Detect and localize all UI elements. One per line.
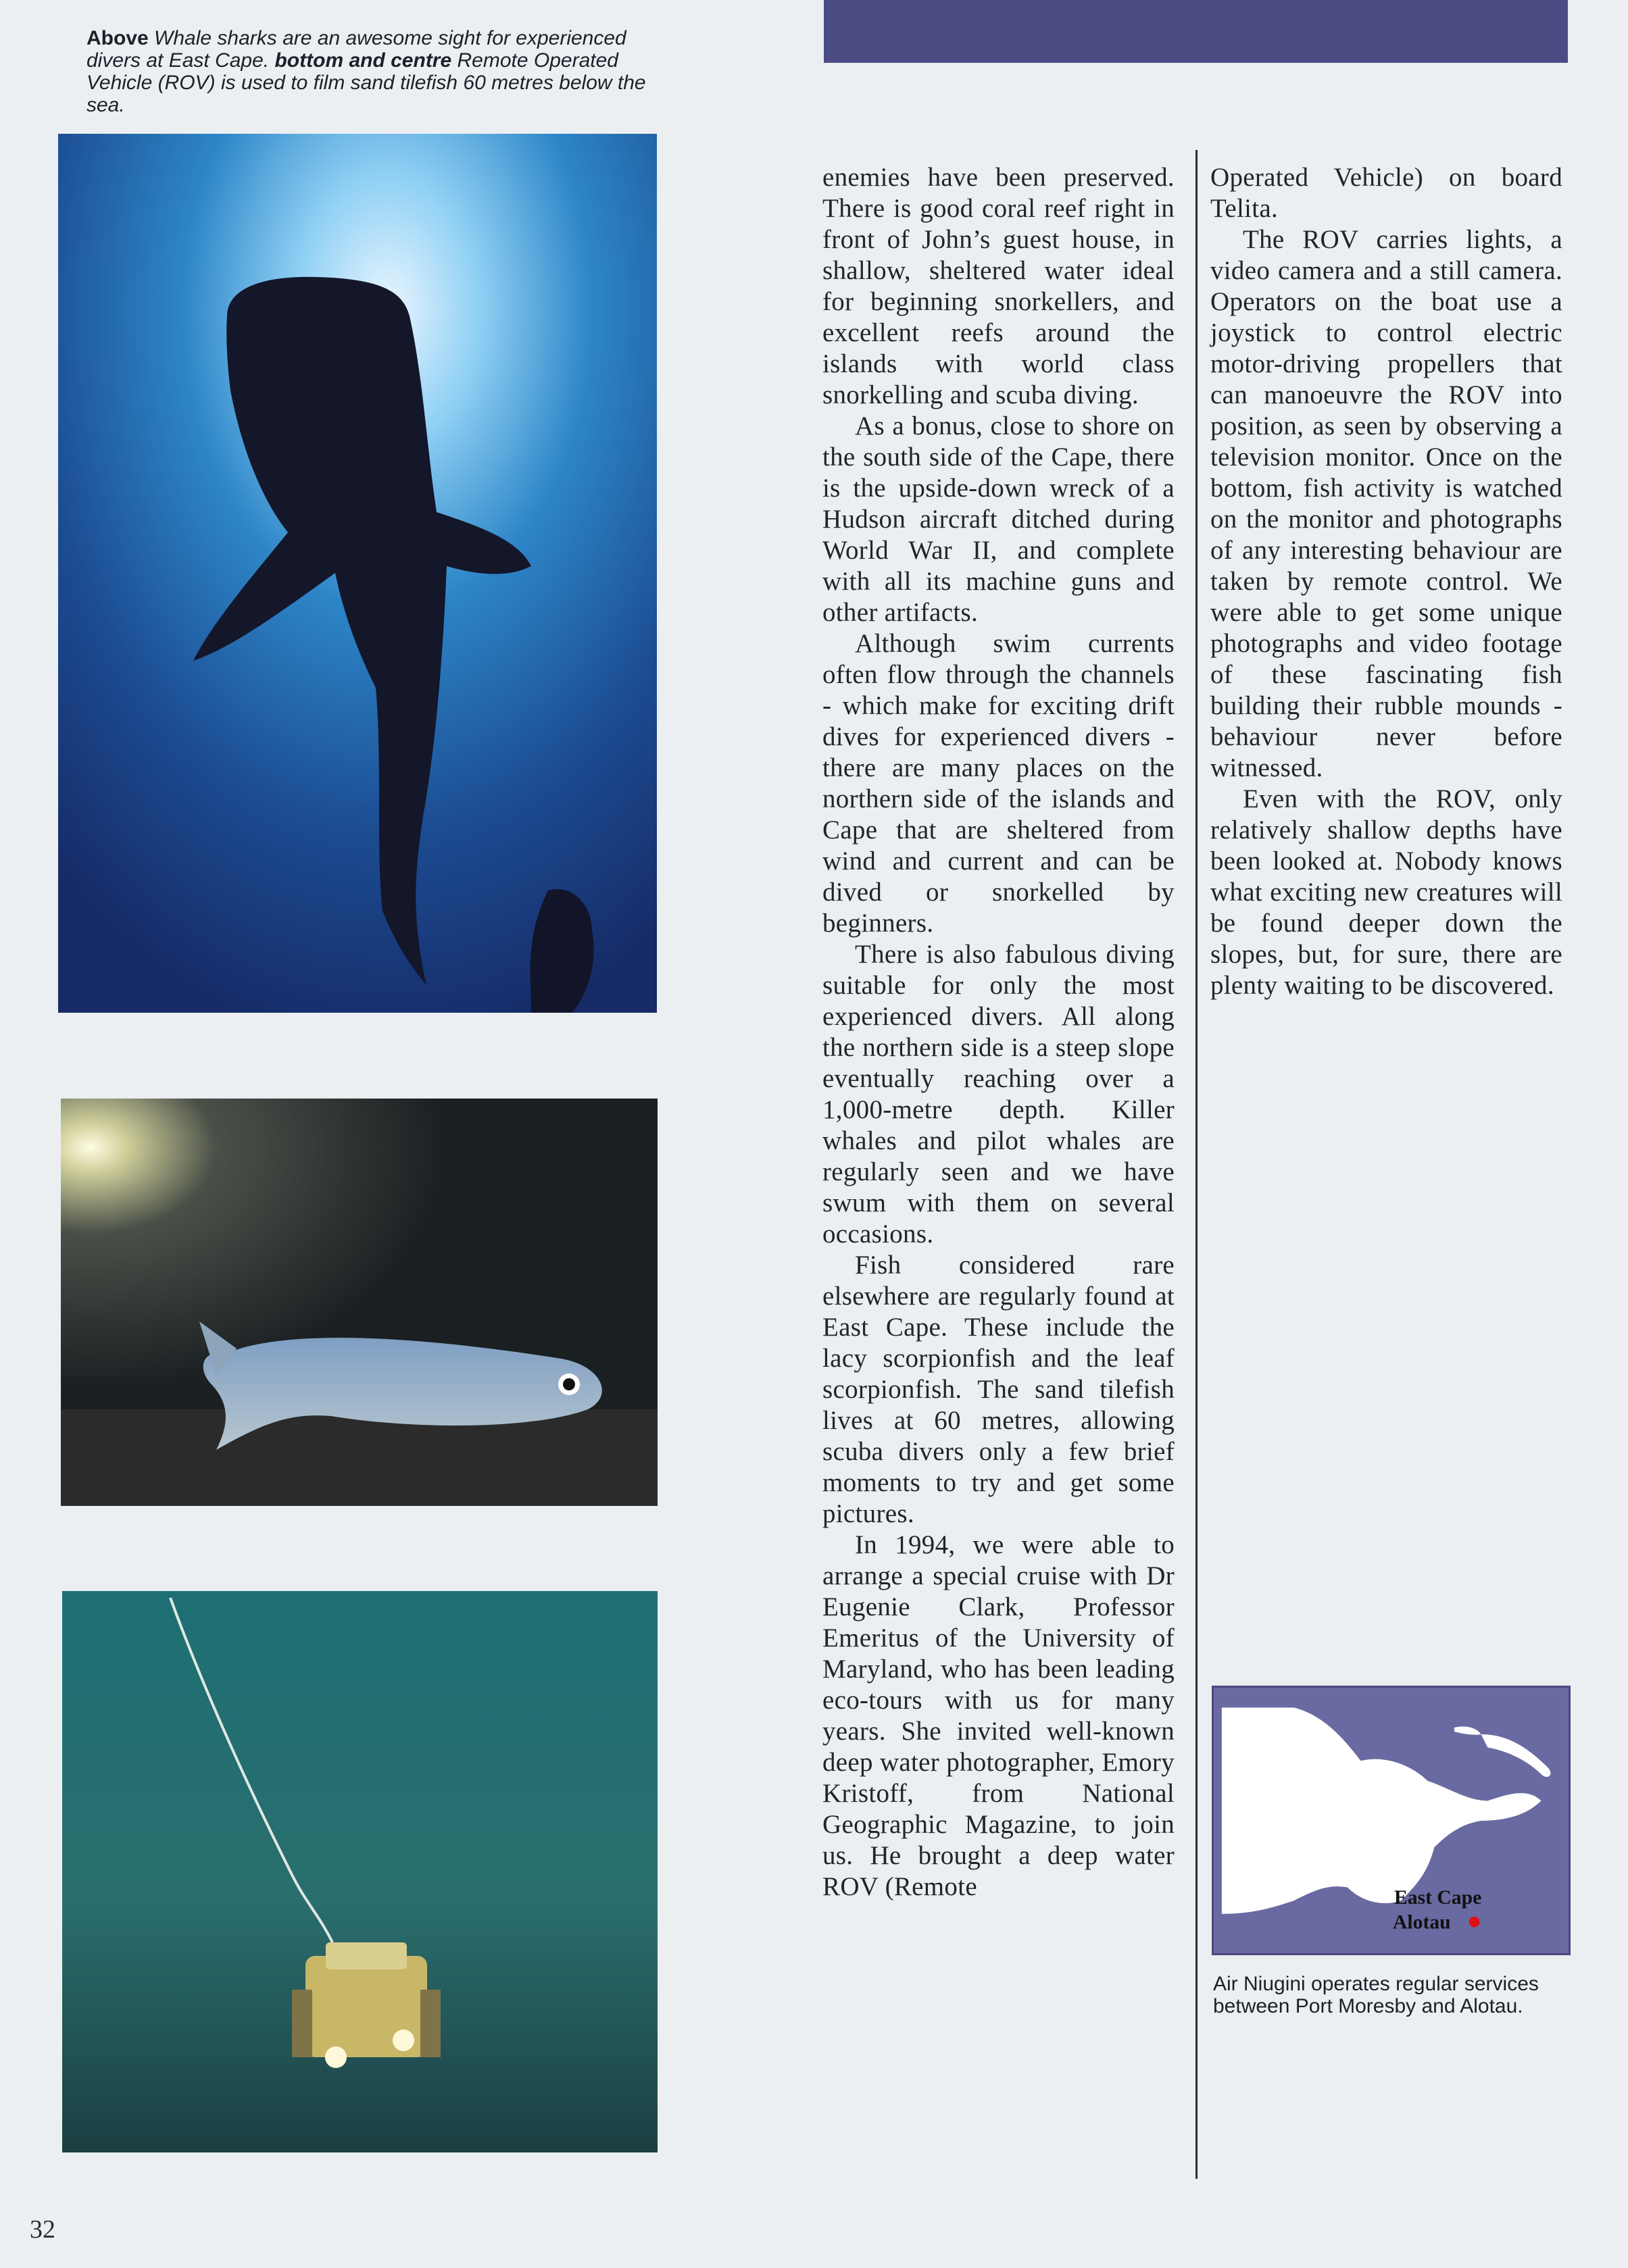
caption-label-bottom: bottom and centre (274, 49, 452, 72)
page-number: 32 (30, 2215, 55, 2244)
column-divider (1195, 150, 1198, 2179)
sand-tilefish-photo (61, 1099, 658, 1506)
map-caption: Air Niugini operates regular services between Port Moresby and Alotau. (1213, 1973, 1539, 2017)
header-color-bar (824, 0, 1568, 63)
paragraph: There is also fabulous diving suitable for only the most experienced divers. All along the northern side is a steep slope eventually reaching over a 1,000-metre depth. Killer whales and pilot whales are regularly seen and we have swum with them on several occasions. (822, 940, 1175, 1249)
paragraph: The ROV carries lights, a video camera and a still camera. Operators on the boat use a joystick to control electric motor-driving propellers that can manoeuvre the ROV into position, as seen by observing a television monitor. Once on the bottom, fish activity is watched on the monitor and photographs of any interesting behaviour are taken by remote control. We were able to get some unique photographs and video footage of these fascinating fish building their rubble mounds - behaviour never before witnessed. (1210, 225, 1562, 782)
map-label-east-cape: East Cape (1393, 1887, 1482, 1909)
paragraph: In 1994, we were able to arrange a special cruise with Dr Eugenie Clark, Professor Emeritus of the University of Maryland, who has been leading eco-tours with us for many years. She invited well-known deep water photographer, Emory Kristoff, from National Geographic Magazine, to join us. He brought a deep water ROV (Remote (822, 1530, 1175, 1901)
caption-label-above: Above (87, 27, 149, 49)
caption-text-above: Whale sharks are an awesome sight for experienced divers at East Cape. (87, 27, 626, 72)
caption-text-bottom: Remote Operated Vehicle (ROV) is used to film sand tilefish 60 metres below the sea. (87, 49, 646, 116)
rov-photo (62, 1591, 658, 2152)
article-column-1 (822, 162, 1175, 1902)
photo-caption (87, 27, 654, 116)
map-label-alotau: Alotau (1392, 1911, 1451, 1934)
whale-shark-photo (58, 134, 657, 1013)
article-column-2 (1210, 162, 1562, 1001)
paragraph: As a bonus, close to shore on the south side of the Cape, there is the upside-down wreck of a Hudson aircraft ditched during World War II, and complete with all its machine guns and other artifacts. (822, 411, 1175, 627)
png-map (1212, 1686, 1571, 1955)
paragraph: Fish considered rare elsewhere are regularly found at East Cape. These include the lacy scorpionfish and the leaf scorpionfish. The sand tilefish lives at 60 metres, allowing scuba divers only a few brief moments to try and get some pictures. (822, 1251, 1175, 1528)
paragraph: enemies have been preserved. There is good coral reef right in front of John’s guest house, in shallow, sheltered water ideal for beginning snorkellers, and excellent reefs around the islands with world class snorkelling and scuba diving. (822, 163, 1175, 409)
paragraph: Although swim currents often flow through the channels - which make for exciting drift dives for experienced divers - there are many places on the northern side of the islands and Cape that are sheltered from wind and current and can be dived or snorkelled by beginners. (822, 629, 1175, 938)
paragraph: Even with the ROV, only relatively shallow depths have been looked at. Nobody knows what exciting new creatures will be found deeper down the slopes, but, for sure, there are plenty waiting to be discovered. (1210, 784, 1562, 1000)
location-marker-icon (1469, 1917, 1480, 1927)
paragraph: Operated Vehicle) on board Telita. (1210, 163, 1562, 223)
